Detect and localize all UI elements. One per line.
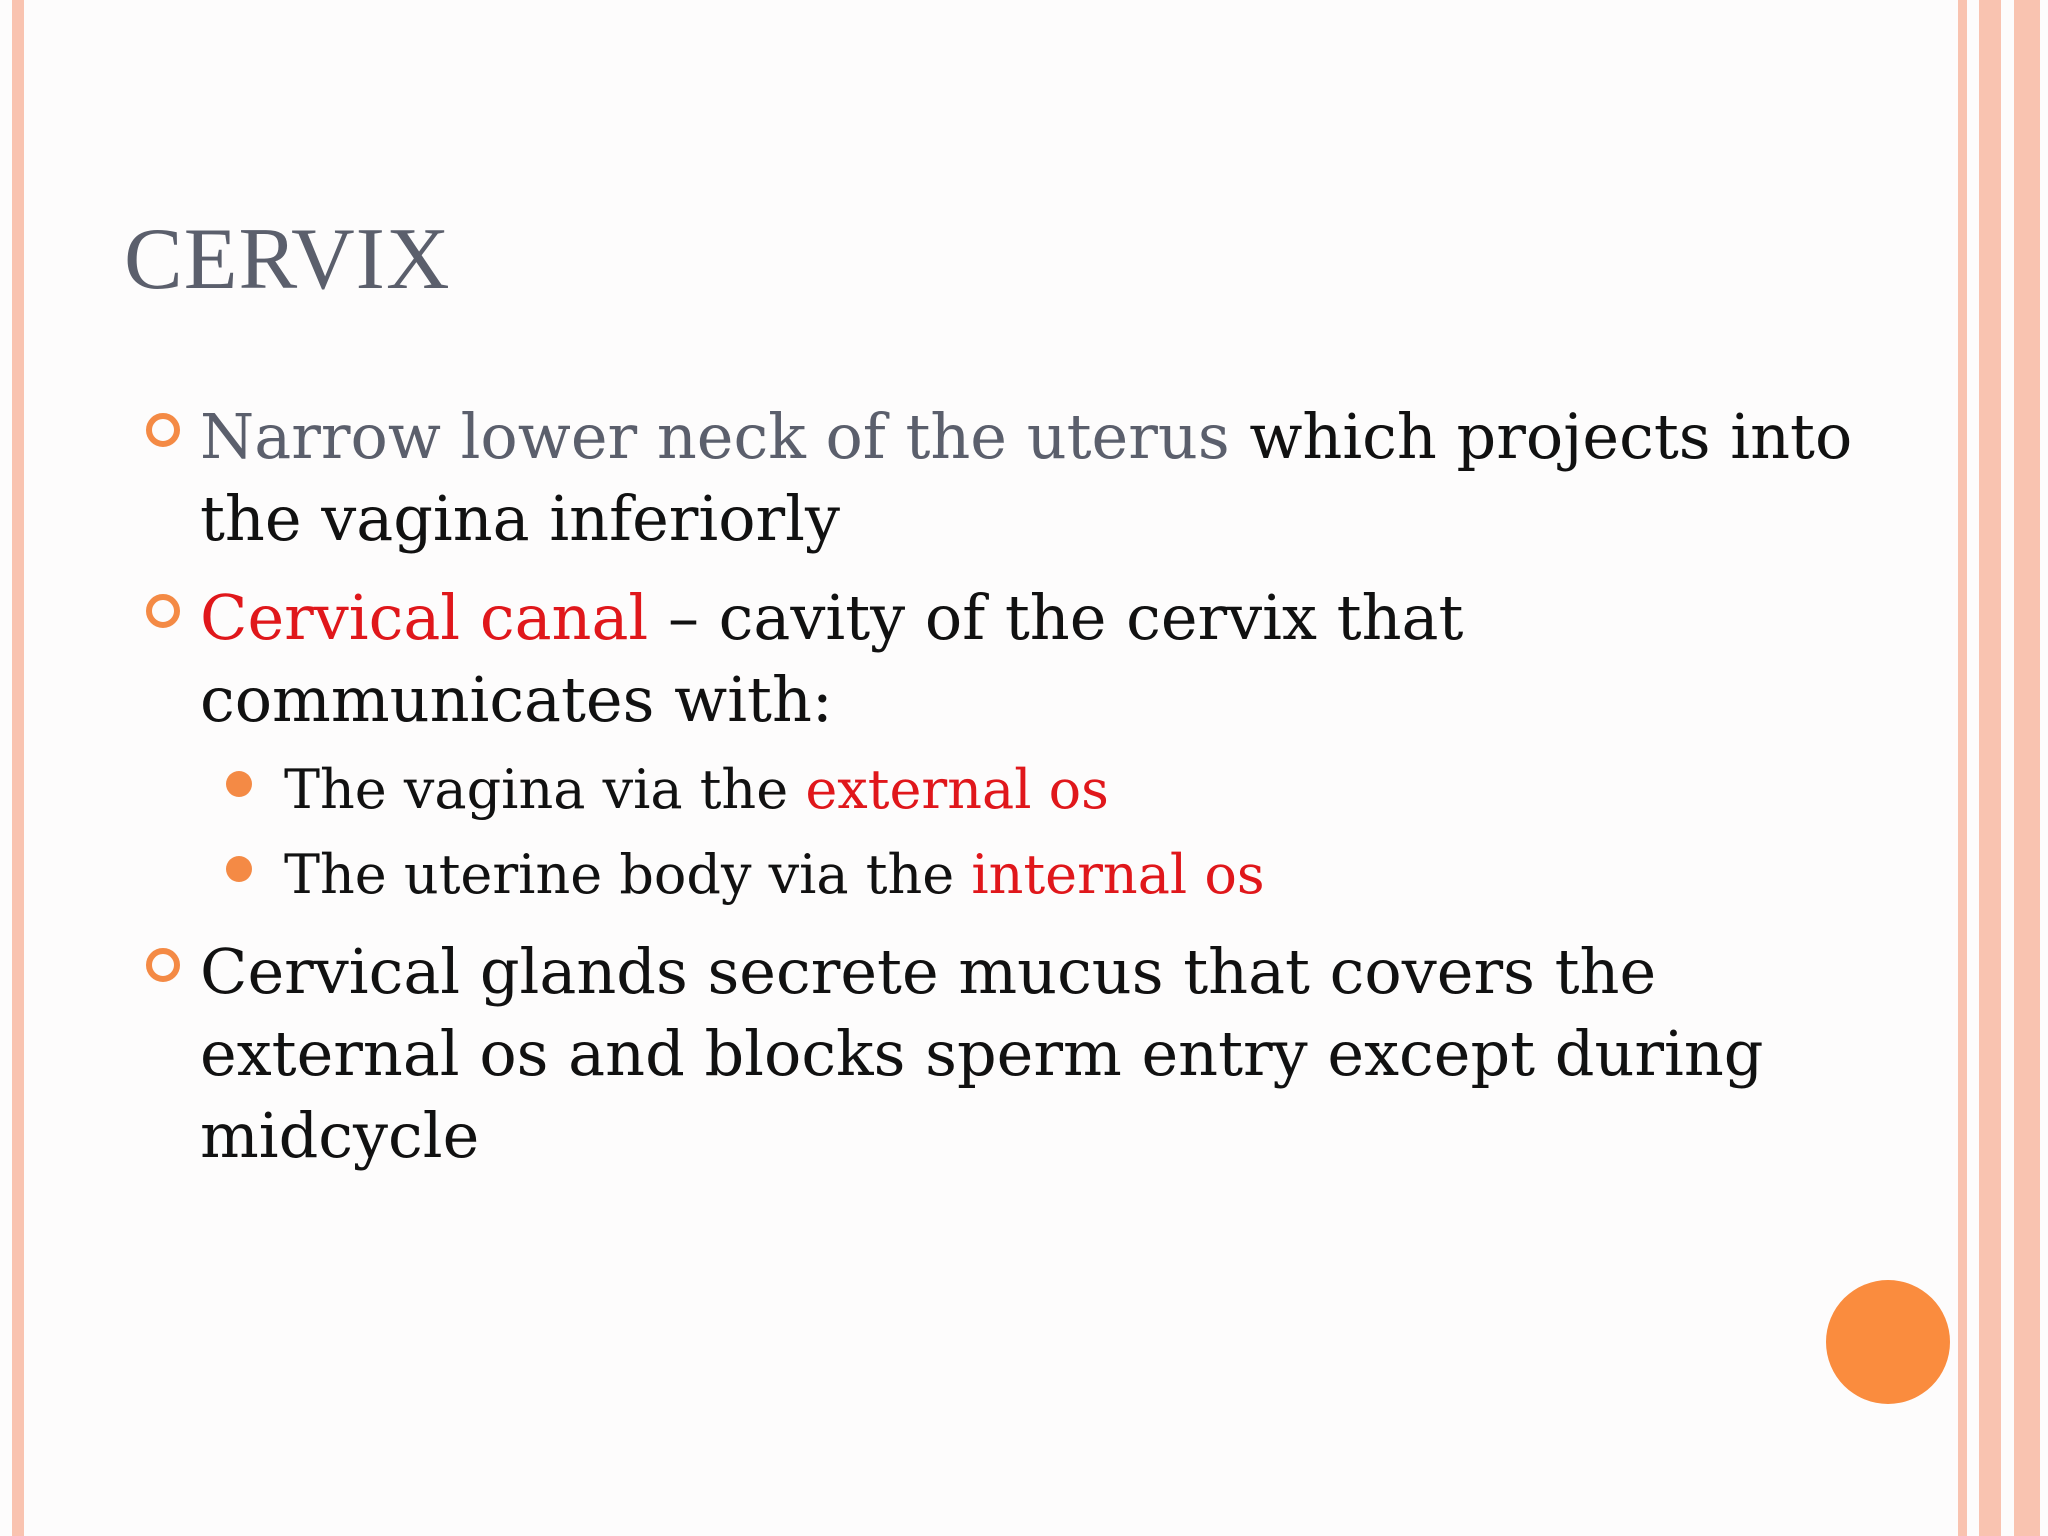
sub-bullet-2 bbox=[284, 840, 1884, 910]
left-border-stripe bbox=[12, 0, 24, 1536]
sub-bullet-1-text: The vagina via the bbox=[284, 758, 806, 821]
sub-bullet-1-highlight: external os bbox=[805, 758, 1109, 821]
bullet-ring-icon bbox=[146, 948, 180, 982]
sub-bullet-1 bbox=[284, 755, 1884, 825]
bullet-3 bbox=[200, 931, 1900, 1177]
sub-bullet-dot-icon bbox=[226, 856, 252, 882]
right-border-stripe-1 bbox=[1958, 0, 1967, 1536]
sub-bullet-dot-icon bbox=[226, 771, 252, 797]
bullet-1 bbox=[200, 396, 1900, 560]
slide-title: CERVIX bbox=[124, 211, 451, 308]
decorative-circle bbox=[1826, 1280, 1950, 1404]
right-border-stripe-3 bbox=[2014, 0, 2040, 1536]
bullet-3-text: Cervical glands secrete mucus that covers the external os and blocks sperm entry except during midcycle bbox=[200, 935, 1764, 1172]
right-border-stripe-2 bbox=[1979, 0, 2001, 1536]
bullet-ring-icon bbox=[146, 594, 180, 628]
bullet-1-text: which projects into the vagina inferiorly bbox=[200, 400, 1853, 555]
bullet-1-highlight: Narrow lower neck of the uterus bbox=[200, 400, 1230, 473]
bullet-2-highlight: Cervical canal bbox=[200, 581, 649, 654]
sub-bullet-2-text: The uterine body via the bbox=[284, 843, 972, 906]
bullet-ring-icon bbox=[146, 413, 180, 447]
bullet-2-text: – cavity of the cervix that communicates with: bbox=[200, 581, 1464, 736]
sub-bullet-2-highlight: internal os bbox=[971, 843, 1265, 906]
bullet-2 bbox=[200, 577, 1900, 741]
